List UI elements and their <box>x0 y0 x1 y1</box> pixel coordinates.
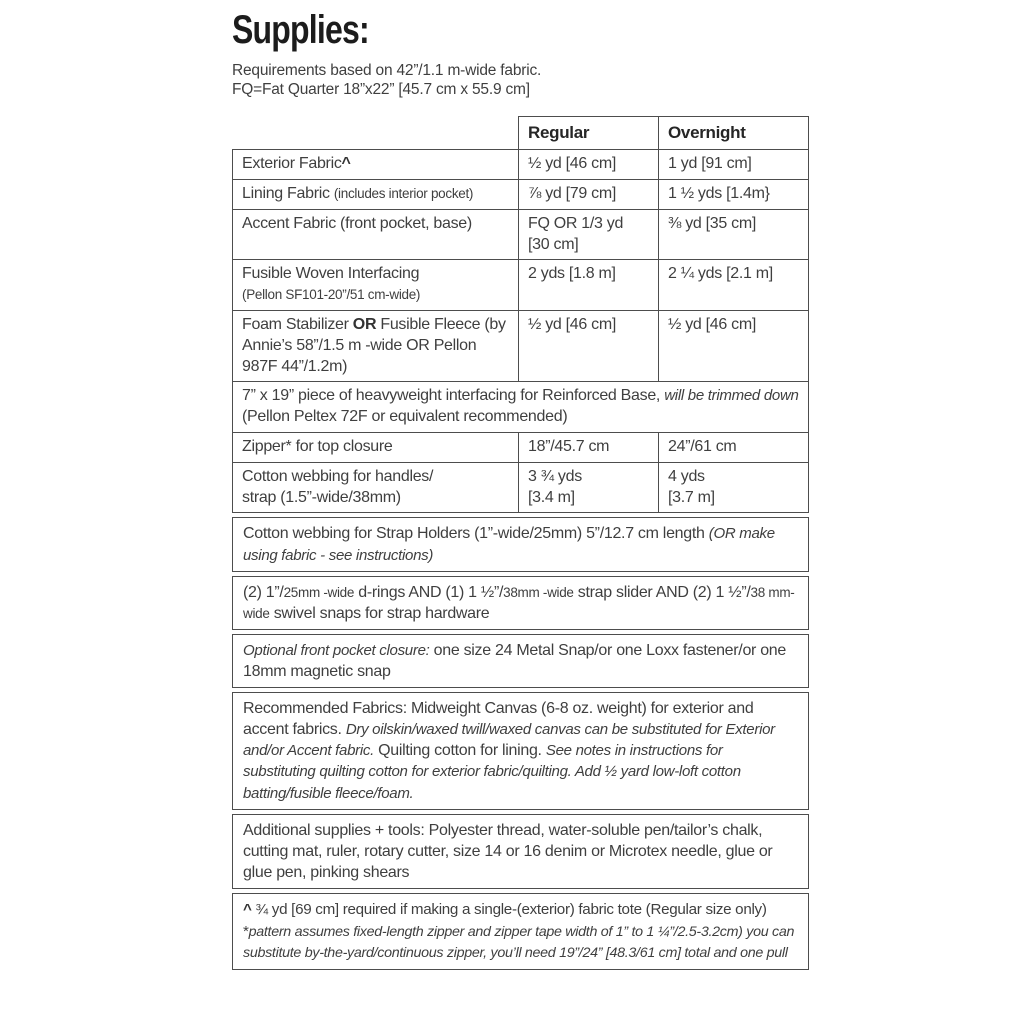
intro-text <box>232 62 808 99</box>
text-segment: [3.7 m] <box>668 488 715 506</box>
text-segment: (Pellon SF101-20”/51 cm-wide) <box>242 287 421 303</box>
text-segment: ⅜ yd [35 cm] <box>668 214 756 232</box>
table-row <box>233 150 809 180</box>
note-box <box>232 576 809 630</box>
note-box <box>232 893 809 970</box>
text-segment: 2 yds [1.8 m] <box>528 265 616 283</box>
text-segment: (Pellon Peltex 72F or equivalent recommended) <box>242 408 568 426</box>
note-box <box>232 517 809 571</box>
text-segment: pattern assumes fixed-length zipper and zipper tape width of 1” to 1 ¼”/2.5-3.2cm) you can substitute by-the-yard/continuous zipper, you’ll need 19”/24” [48.3/61 cm] total and one pull <box>243 923 795 962</box>
supply-item-cell <box>233 462 519 513</box>
text-segment: 25mm -wide <box>283 584 355 600</box>
table-row <box>233 260 809 311</box>
supply-item-cell <box>233 209 519 260</box>
text-segment: 18”/45.7 cm <box>528 438 610 456</box>
text-segment: FQ OR 1/3 yd <box>528 214 624 232</box>
text-segment: Additional supplies + tools: Polyester thread, water-soluble pen/tailor’s chalk, cutting mat, ruler, rotary cutter, size 14 or 16 denim or Microtex needle, glue or glue pen, pinking shears <box>243 821 773 881</box>
text-segment: [3.4 m] <box>528 488 575 506</box>
text-segment: strap (1.5”-wide/38mm) <box>242 488 401 506</box>
text-segment: (2) 1”/ <box>243 583 284 601</box>
table-row <box>233 382 809 433</box>
text-segment: Exterior Fabric <box>242 155 342 173</box>
text-segment: (includes interior pocket) <box>333 186 474 202</box>
text-segment: Cotton webbing for Strap Holders (1”-wide/25mm) 5”/12.7 cm length <box>243 525 709 543</box>
text-segment: * <box>243 922 249 940</box>
text-segment: Cotton webbing for handles/ <box>242 467 434 485</box>
header-regular: Regular <box>519 117 659 150</box>
supply-item-cell <box>233 180 519 210</box>
header-overnight: Overnight <box>659 117 809 150</box>
text-segment: Dry oilskin/waxed twill/waxed canvas can be substituted for Exterior and/or Accent fabric. <box>243 721 775 760</box>
supply-item-cell <box>233 260 519 311</box>
text-segment: 38mm -wide <box>503 584 574 600</box>
table-header-row <box>233 117 809 150</box>
regular-value-cell <box>519 209 659 260</box>
full-width-note-cell <box>233 382 809 433</box>
supplies-table <box>232 116 809 513</box>
text-segment: Fusible Woven Interfacing <box>242 265 420 283</box>
text-segment: (OR make using fabric - see instructions) <box>243 525 775 564</box>
supply-item-cell <box>233 433 519 463</box>
page-title: Supplies: <box>232 8 369 52</box>
text-segment: will be trimmed down <box>664 387 799 405</box>
note-boxes <box>232 517 808 970</box>
table-row <box>233 311 809 382</box>
overnight-value-cell <box>659 150 809 180</box>
regular-value-cell <box>519 150 659 180</box>
text-segment: 2 ¼ yds [2.1 m] <box>668 265 773 283</box>
text-segment: 38 mm-wide <box>243 584 795 621</box>
text-segment: Foam Stabilizer <box>242 316 353 334</box>
overnight-value-cell <box>659 260 809 311</box>
note-box <box>232 692 809 810</box>
regular-value-cell <box>519 311 659 382</box>
overnight-value-cell <box>659 462 809 513</box>
supplies-page <box>232 8 808 970</box>
header-blank-cell <box>233 117 519 150</box>
text-segment: Zipper* for top closure <box>242 438 393 456</box>
supply-item-cell <box>233 150 519 180</box>
text-segment: [30 cm] <box>528 235 579 253</box>
text-segment: ⅞ yd [79 cm] <box>528 185 616 203</box>
table-row <box>233 209 809 260</box>
text-segment: ^ <box>243 900 252 918</box>
overnight-value-cell <box>659 180 809 210</box>
text-segment: 1 yd [91 cm] <box>668 155 752 173</box>
supply-item-cell <box>233 311 519 382</box>
text-segment: Lining Fabric <box>242 185 334 203</box>
text-segment: Optional front pocket closure: <box>243 641 430 659</box>
text-segment: ^ <box>341 155 351 173</box>
overnight-value-cell <box>659 311 809 382</box>
text-segment: OR <box>352 316 377 334</box>
text-segment: one size 24 Metal Snap/or one Loxx fastener/or one 18mm magnetic snap <box>243 641 787 680</box>
text-segment: Fusible Fleece (by Annie’s 58”/1.5 m -wide OR Pellon 987F 44”/1.2m) <box>242 316 506 375</box>
text-segment: ¾ yd [69 cm] required if making a single-(exterior) fabric tote (Regular size only) <box>251 900 767 918</box>
text-segment: d-rings AND (1) 1 ½”/ <box>354 583 504 601</box>
text-segment: 3 ¾ yds <box>528 467 582 485</box>
regular-value-cell <box>519 433 659 463</box>
regular-value-cell <box>519 260 659 311</box>
text-segment: 7” x 19” piece of heavyweight interfacing for Reinforced Base, <box>242 387 665 405</box>
overnight-value-cell <box>659 433 809 463</box>
text-segment: Recommended Fabrics: Midweight Canvas (6-8 oz. weight) for exterior and accent fabrics. <box>243 700 754 739</box>
regular-value-cell <box>519 462 659 513</box>
text-segment: ½ yd [46 cm] <box>528 155 616 173</box>
text-segment: ½ yd [46 cm] <box>668 316 756 334</box>
text-segment: ½ yd [46 cm] <box>528 316 616 334</box>
text-segment: Quilting cotton for lining. <box>374 742 546 760</box>
overnight-value-cell <box>659 209 809 260</box>
table-row <box>233 433 809 463</box>
intro-line-1: Requirements based on 42”/1.1 m-wide fabric. <box>232 62 542 79</box>
table-row <box>233 180 809 210</box>
text-segment: 24”/61 cm <box>668 438 737 456</box>
text-segment: 4 yds <box>668 467 705 485</box>
text-segment: See notes in instructions for substituting quilting cotton for exterior fabric/quilting. Add ½ yard low-loft cotton batting/fusible fleece/foam. <box>243 742 741 802</box>
regular-value-cell <box>519 180 659 210</box>
table-row <box>233 462 809 513</box>
text-segment: 1 ½ yds [1.4m} <box>668 185 770 203</box>
text-segment: strap slider AND (2) 1 ½”/ <box>573 583 751 601</box>
note-box <box>232 814 809 889</box>
intro-line-2: FQ=Fat Quarter 18”x22” [45.7 cm x 55.9 cm] <box>232 80 530 98</box>
note-box <box>232 634 809 688</box>
text-segment: swivel snaps for strap hardware <box>269 604 490 622</box>
text-segment: Accent Fabric (front pocket, base) <box>242 214 472 232</box>
